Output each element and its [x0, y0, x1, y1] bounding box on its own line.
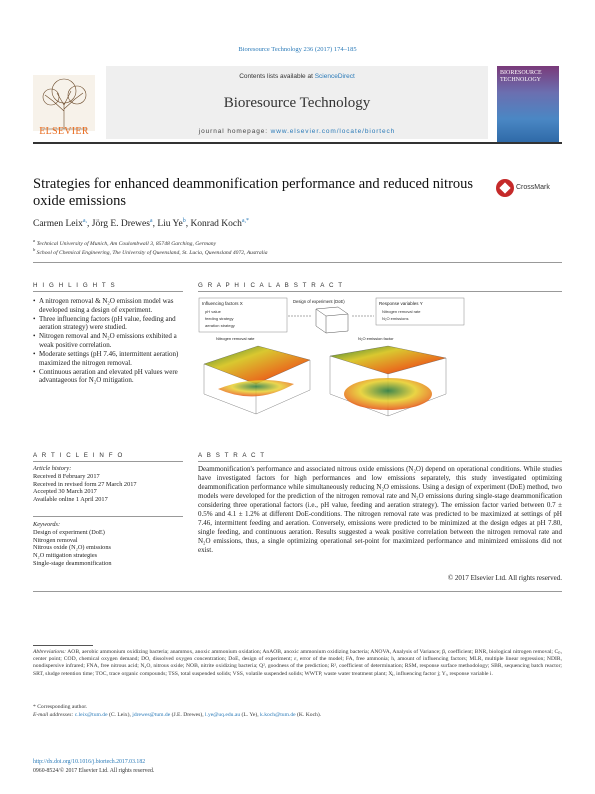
doe-label: Design of experiment (DoE) — [293, 299, 345, 304]
abbreviations-text: AOB, aerobic ammonium oxidizing bacteria; anammox, anoxic ammonium oxidation; AnAOB, anoxic ammonium oxidizing bacteria; ANOVA, Analysis of Variance; β, coefficient; BNR, biological nitrogen removal; Cₚ, center point; COD, chemical oxygen demand; DO, dissolved oxygen concentration; DoE, design of experiment; ε, error of the model; FA, free ammonia; h, amount of influencing factors; MLR, multiple linear regression; NDIR, nondispersive infrared; FNA, free nitrous acid; N₂O, nitrous oxide; NOB, nitrite oxidizing bacteria; Q², goodness of the prediction; R², coefficient of determination; RSM, response surface methodology; SBR, sequencing batch reactor; SRT, sludge retention time; TOC, trace organic compounds; TSS, total suspended solids; VSS, volatile suspended solids; WWTP, waste water treatment plant; Xⱼ, influencing factor j; Yᵢ, response variable i. — [33, 649, 562, 677]
article-title: Strategies for enhanced deammonification performance and reduced nitrous oxide emissions — [33, 176, 474, 209]
email-link[interactable]: k.koch@tum.de — [260, 712, 296, 718]
homepage-link[interactable]: www.elsevier.com/locate/biortech — [270, 128, 396, 135]
history-label: Article history: — [33, 465, 72, 472]
email-link[interactable]: l.ye@uq.edu.au — [205, 712, 241, 718]
elsevier-wordmark: ELSEVIER — [39, 126, 89, 137]
affiliation-mark: b — [33, 247, 36, 252]
cover-title: BIORESOURCE TECHNOLOGY — [500, 70, 542, 83]
keyword: Single-stage deammonification — [33, 559, 112, 567]
abbreviations-footnote — [33, 649, 562, 678]
history-item: Available online 1 April 2017 — [33, 496, 108, 504]
divider — [198, 461, 562, 462]
author-affil-mark[interactable]: a,* — [241, 218, 250, 224]
author-name[interactable]: Konrad Koch — [190, 219, 242, 230]
response-item: Nitrogen removal rate — [382, 309, 421, 314]
author-name[interactable]: Jörg E. Drewes — [91, 219, 150, 230]
list-item: • Continuous aeration and elevated pH values were advantageous for N₂O mitigation. — [33, 368, 183, 385]
author-affil-mark[interactable]: a, — [82, 218, 88, 224]
plot-title: N₂O emission factor — [358, 336, 394, 341]
keywords — [33, 521, 183, 568]
email-link[interactable]: c.leix@tum.de — [74, 712, 108, 718]
response-surface-plot-right — [330, 346, 446, 416]
journal-title: Bioresource Technology — [223, 95, 371, 111]
divider — [33, 516, 183, 517]
divider — [33, 591, 562, 592]
divider — [33, 291, 183, 292]
divider — [198, 291, 562, 292]
keyword: Nitrogen removal — [33, 536, 78, 544]
abstract-copyright: © 2017 Elsevier Ltd. All rights reserved. — [447, 574, 562, 582]
factors-title: Influencing factors X — [202, 301, 243, 306]
crossmark-label[interactable]: CrossMark — [516, 184, 550, 191]
email-link[interactable]: jdrewes@tum.de — [132, 712, 171, 718]
graphical-abstract-figure — [198, 294, 498, 424]
divider — [33, 461, 183, 462]
author-affil-mark[interactable]: a — [149, 218, 153, 224]
keyword: Nitrous oxide (N₂O) emissions — [33, 544, 111, 552]
response-item: N₂O emissions — [382, 316, 409, 321]
highlights-list — [33, 297, 183, 385]
contents-prefix: Contents lists available at — [239, 73, 315, 80]
list-item: • A nitrogen removal & N₂O emission model was developed using a design of experiment. — [33, 297, 183, 314]
divider — [33, 262, 562, 263]
email-addresses — [33, 712, 562, 719]
affiliation-text: School of Chemical Engineering, The University of Queensland, St. Lucia, Queensland 4072, Australia — [36, 249, 268, 256]
list-item: • Three influencing factors (pH value, feeding and aeration strategy) were studied. — [33, 315, 183, 332]
author-name[interactable]: Liu Ye — [157, 219, 183, 230]
history-item: Received in revised form 27 March 2017 — [33, 480, 137, 488]
sciencedirect-link[interactable]: ScienceDirect — [314, 73, 355, 80]
footnote-rule — [33, 645, 93, 646]
history-item: Accepted 30 March 2017 — [33, 488, 97, 496]
plot-title: Nitrogen removal rate — [216, 336, 255, 341]
doi-link[interactable]: http://dx.doi.org/10.1016/j.biortech.2017.03.182 — [33, 759, 146, 765]
journal-citation[interactable]: Bioresource Technology 236 (2017) 174–185 — [238, 46, 357, 53]
email-owner: (K. Koch). — [295, 712, 322, 718]
graphical-abstract-heading: G R A P H I C A L A B S T R A C T — [198, 282, 344, 289]
author-name[interactable]: Carmen Leix — [33, 219, 83, 230]
email-owner: (C. Leix), — [107, 712, 133, 718]
keyword: N₂O mitigation strategies — [33, 552, 98, 560]
journal-homepage — [106, 128, 488, 135]
keyword: Design of experiment (DoE) — [33, 528, 105, 536]
email-owner: (L. Ye), — [240, 712, 261, 718]
abbreviations-label: Abbreviations: — [33, 649, 67, 655]
factor-item: pH value — [205, 309, 221, 314]
article-info-heading: A R T I C L E I N F O — [33, 452, 124, 459]
highlights-heading: H I G H L I G H T S — [33, 282, 117, 289]
doe-cube-icon — [288, 307, 374, 333]
contents-line — [106, 73, 488, 80]
header-divider — [33, 142, 562, 144]
factor-item: feeding strategy — [205, 316, 234, 321]
author-affil-mark[interactable]: b — [182, 218, 186, 224]
list-item: • Nitrogen removal and N₂O emissions exhibited a weak positive correlation. — [33, 332, 183, 349]
history-item: Received 8 February 2017 — [33, 472, 100, 480]
list-item: • Moderate settings (pH 7.46, intermittent aeration) maximized the nitrogen removal. — [33, 350, 183, 367]
email-owner: (J.E. Drewes), — [170, 712, 205, 718]
affiliation-mark: a — [33, 238, 36, 243]
issn-copyright: 0960-8524/© 2017 Elsevier Ltd. All rights reserved. — [33, 768, 155, 774]
article-history — [33, 465, 183, 504]
affiliation — [33, 238, 533, 247]
responses-title: Response variables Y — [379, 301, 423, 306]
abstract-body: Deammonification's performance and associated nitrous oxide emissions (N₂O) depend on operational conditions. While studies have investigated factors for high performances and low emissions separately, this study investigated optimizing deammonification performance while simultaneously reducing N₂O emissions. Using a design of experiment (DoE) method, two models were developed for the prediction of the nitrogen removal rate and N₂O emissions during single-stage deammonification considering three operational factors (i.e., pH value, feeding and aeration strategy). The emission factor varied between 0.7 ± 0.5% and 4.1 ± 1.2% at different DoE-conditions. The nitrogen removal rate was predicted to be maximized at settings of pH 7.46, intermittent feeding and aeration. Conversely, emissions were predicted to be minimized at the design edges at pH 7.80, single feeding, and continuous aeration. Results suggested a weak positive correlation between the nitrogen removal rate and N₂O emissions, thus, a single optimizing operational set-point for maximized performance and minimized emissions did not exist. — [198, 465, 562, 554]
response-surface-plot-left — [204, 346, 310, 414]
keywords-label: Keywords: — [33, 521, 61, 528]
author-list: Carmen Leix$^{a,}$, Jörg E. Drewes$^a$, Liu Ye$^b$, Konrad Koch$^{a,*}$ — [33, 218, 250, 230]
abstract-heading: A B S T R A C T — [198, 452, 266, 459]
homepage-prefix: journal homepage: — [198, 128, 271, 135]
corresponding-author-note: * Corresponding author. — [33, 704, 88, 710]
affiliation — [33, 247, 533, 256]
factor-item: aeration strategy — [205, 323, 235, 328]
affiliation-text: Technical University of Munich, Am Coulombwall 3, 85748 Garching, Germany — [36, 240, 217, 247]
email-label: E-mail addresses: — [33, 712, 74, 718]
